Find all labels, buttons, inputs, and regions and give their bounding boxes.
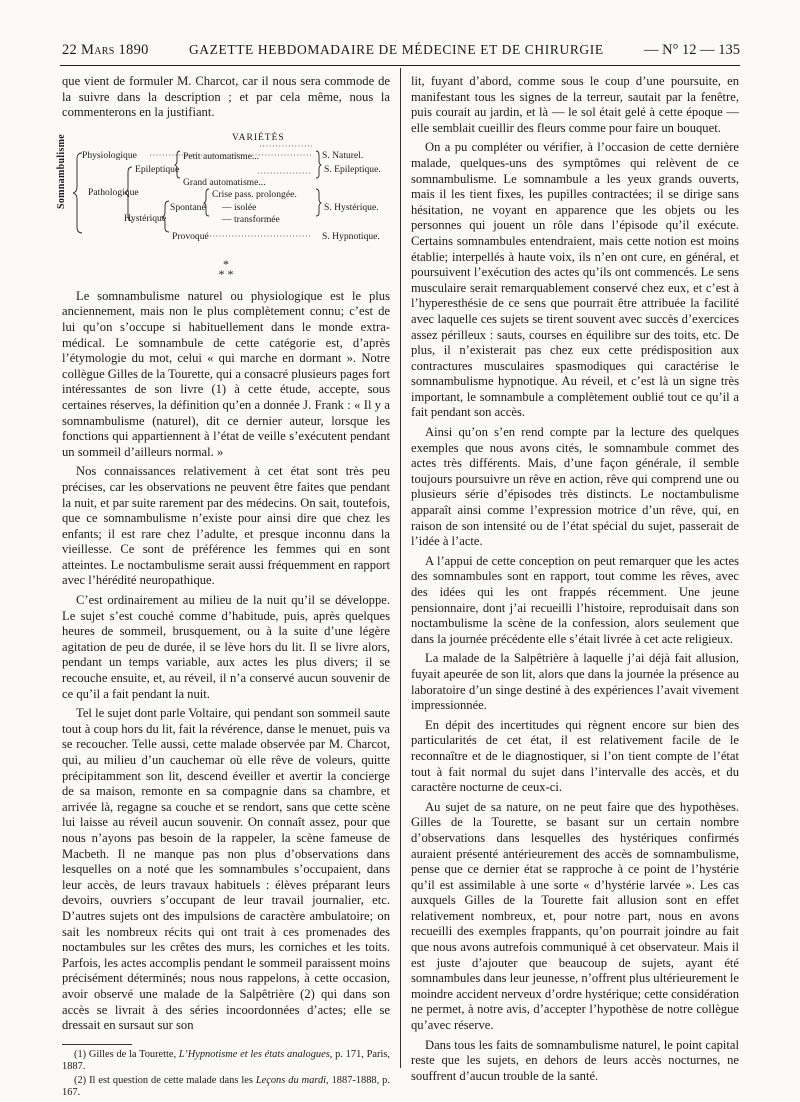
footnote-1-ref: , p. 171, Paris, 1887. [62, 1048, 390, 1072]
issue-date: 22 Mars 1890 [62, 42, 149, 58]
isolee-label: — isolée [222, 201, 257, 213]
asterism-bottom: * * [218, 266, 234, 281]
paragraph: Tel le sujet dont parle Voltaire, qui pendant son sommeil saute tout à coup hors du lit, fait la révérence, danse le menuet, puis va se recoucher. Telle aussi, cette malade observée par M. Charcot, qui, au milieu d’un cauchemar où elle rêve de voleurs, quitte précipitamment son lit, descend éveiller et avertir la concierge de sa maison, remonte en sa compagnie dans sa chambre, et arrivée là, regagne sa couche et se rendort, sans que cette scène lui laisse au réveil aucun souvenir. On connaît assez, pour que nous n’ayons pas besoin de la rappeler, la scène fameuse de Macbeth. Il ne manque pas non plus d’observations dans lesquelles on a noté que les somnambules s’occupaient, dans leur accès, de leurs travaux habituels : élèves préparant leurs devoirs, ouvriers s’occupant de leur travail journalier, etc. D’autres sujets ont des impulsions de caractère ambulatoire; on sait les nombreux récits qui ont trait à ces promenades des noctambules sur les crêtes des murs, les corniches et les toits. Parfois, les actes accomplis pendant le sommeil paraissent moins précisément déterminés; nous nous rappelons, à cette occasion, avoir observé une malade de la Salpêtrière (2) qui dans son accès se livrait à des séries incoordonnées d’actes; elle se dressait en sursaut sur son [62, 706, 390, 1033]
journal-title: GAZETTE HEBDOMADAIRE DE MÉDECINE ET DE CHIRURGIE [188, 42, 604, 57]
somnambulisme-axis-label: Somnambulisme [56, 133, 67, 209]
spontane-label: Spontané [170, 201, 206, 213]
grand-automatisme-label: Grand automatisme... [183, 176, 266, 188]
varietes-table [56, 132, 390, 251]
asterism [62, 256, 390, 281]
intro-paragraph: que vient de formuler M. Charcot, car il nous sera commode de la suivre dans la description ; et par cela même, nous la commenterons en la justifiant. [62, 74, 390, 120]
asterism-top: * [223, 256, 229, 271]
s-epileptique-label: S. Epileptique. [324, 163, 381, 175]
paragraph: Le somnambulisme naturel ou physiologique est le plus anciennement, mais non le plus complètement connu; c’est de lui qu’on s’occupe si habituellement dans le monde extra-médical. Le somnambule de cette catégorie est, d’après l’étymologie du mot, celui « qui marche en dormant ». Notre collègue Gilles de la Tourette, qui a consacré plusieurs pages fort intéressantes de son livre (1) à cette étude, accepte, sous certaines réserves, la définition qu’en a donnée J. Frank : « Il y a somnambulisme (naturel), dit ce dernier auteur, lorsque les fonctions qui appartiennent à l’état de veille s’exécutent pendant un sommeil d’ailleurs normal. » [62, 288, 390, 459]
s-naturel-label: S. Naturel. [322, 149, 364, 161]
physiologique-label: Physiologique [82, 149, 137, 161]
paragraph: Au sujet de sa nature, on ne peut faire que des hypothèses. Gilles de la Tourette, se basant sur un certain nombre d’observations dans lesquelles des hystériques confirmés auraient présenté antérieurement des accès de somnambulisme, pense que ce dernier état se rapproche à ce point de l’hystérie qu’il est assimilable à une sorte « d’hystérie larvée ». Les cas auxquels Gilles de la Tourette fait allusion sont en effet relativement nombreux, et, pour notre part, nous en avons recueilli des exemples frappants, qu’on pourrait joindre au fait que nous avons autrefois communiqué à cet observateur. Mais il est juste d’ajouter que beaucoup de sujets, ayant été somnambules dans leur jeunesse, n’offrent plus ultérieurement le moindre accident nerveux d’ordre hystérique; cette considération ne permet, à notre avis, d’accepter l’hypothèse de notre collègue qu’avec réserve. [411, 799, 740, 1033]
s-hypnotique-label: S. Hypnotique. [322, 230, 380, 242]
pathologique-label: Pathologique [88, 186, 139, 198]
transformee-label: — transformée [222, 213, 280, 225]
column-divider [400, 68, 401, 1068]
footnote-1-text: (1) Gilles de la Tourette, [74, 1048, 179, 1060]
footnotes [62, 1049, 390, 1100]
footnote-2-text: (2) Il est question de cette malade dans les [74, 1075, 256, 1087]
paragraph: On a pu compléter ou vérifier, à l’occasion de cette dernière malade, quelques-uns des symptômes qui relèvent de ce somnambulisme. Le somnambule a les yeux grands ouverts, mais il les tient fixes, les pupilles contractées; il se dirige sans hésitation, ne voyant en apparence que les objets ou les personnes qui jouent un rôle dans l’épisode qu’il exécute. Certains somnambules entendraient, mais cette notion est moins établie; interpellés à haute voix, ils n’en ont cure, en général, et poursuivent l’exécution des actes qu’ils ont commencés. Le sens musculaire serait remarquablement conservé chez eux, et c’est à l’hyperesthésie de ce sens que pourrait être attribuée la facilité avec laquelle ces sujets se tirent souvent avec succès d’exercices assez périlleux : sauts, courses en équilibre sur des toits, etc. De plus, il n’existerait pas chez eux cette prédisposition aux contractures musculaires spasmodiques qui caractérise le somnambulisme hypnotique. Au réveil, et c’est là un signe très important, le somnambule a complètement oublié tout ce qu’il a fait pendant son accès. [411, 140, 739, 420]
left-column [56, 74, 390, 1102]
footnote-2-ref: , 1887-1888, p. 167. [62, 1075, 390, 1099]
footnote-2-title: Leçons du mardi [255, 1075, 327, 1087]
hysterique-label: Hystérique [124, 212, 167, 224]
footnote-1-title: L’Hypnotisme et les états analogues [178, 1048, 330, 1060]
paragraph: En dépit des incertitudes qui règnent encore sur bien des particularités de cet état, il est relativement facile de le reconnaître et de le diagnostiquer, si l’on tient compte de l’état tout à fait normal du sujet dans l’intervalle des accès, et du caractère nocturne de ceux-ci. [411, 717, 739, 795]
petit-automatisme-label: Petit automatisme... [183, 150, 260, 162]
provoque-label: Provoqué [172, 230, 209, 242]
issue-number: — N° 12 — 135 [643, 42, 740, 58]
varietes-title: VARIÉTÉS [232, 132, 285, 143]
footnote-1 [62, 1049, 390, 1073]
paragraph: La malade de la Salpêtrière à laquelle j’ai déjà fait allusion, fuyait apeurée de son lit, alors que dans la journée la présence au laboratoire d’un singe destiné à des expériences l’avait vivement impressionnée. [411, 651, 739, 713]
page-header [62, 42, 740, 64]
epileptique-label: Epileptique [135, 163, 180, 175]
paragraph: A l’appui de cette conception on peut remarquer que les actes des somnambules sont en rapport, tout comme les rêves, avec des idées qui les ont frappés récemment. Une jeune pensionnaire, dont j’ai recueilli l’histoire, reproduisait dans son noctambulisme la scène de la confession, alors seulement que dans la journée précédente elle s’était livrée à cet acte religieux. [411, 553, 739, 646]
header-rule [60, 65, 740, 66]
paragraph: Nos connaissances relativement à cet état sont très peu précises, car les observations ne peuvent être faites que pendant la nuit, et par suite rarement par des médecins. On sait, toutefois, que ce somnambulisme n’existe pour ainsi dire que chez les enfants; il est rare chez l’adulte, et presque inconnu dans la vieillesse. Ce sont de préférence les femmes qui en sont atteintes. Le noctambulisme serait aussi fréquemment en rapport avec l’hérédité neuropathique. [62, 464, 390, 588]
paragraph: lit, fuyant d’abord, comme sous le coup d’une poursuite, en manifestant tous les signes de la terreur, sautait par la fenêtre, puis courait au jardin, et là — le sol était gelé à cette époque — elle semblait cueillir des fleurs comme pour faire un bouquet. [411, 74, 739, 135]
right-column [411, 74, 739, 1088]
footnote-2 [62, 1075, 390, 1099]
paragraph: C’est ordinairement au milieu de la nuit qu’il se développe. Le sujet s’est couché comme d’habitude, puis, après quelques heures de sommeil, brusquement, ou à la suite d’une légère agitation de peu de durée, il se lève hors du lit. Il se livre alors, pendant un temps variable, aux actes les plus divers; il se recouche ensuite, et, au réveil, il n’a conservé aucun souvenir de ce qu’il a fait pendant la nuit. [62, 593, 390, 701]
footnote-rule [62, 1044, 132, 1045]
s-hysterique-label: S. Hystérique. [324, 201, 379, 213]
paragraph: Dans tous les faits de somnambulisme naturel, le point capital reste que les sujets, en dehors de leurs accès nocturnes, ne souffrent d’aucun trouble de la santé. [411, 1037, 739, 1083]
crise-label: Crise pass. prolongée. [212, 188, 297, 200]
paragraph: Ainsi qu’on s’en rend compte par la lecture des quelques exemples que nous avons cités, le somnambule commet des actes très différents. Mais, d’une façon générale, il semble toujours poursuivre un rêve en action, rêve qui comprend une ou plusieurs série d’épisodes très distincts. Le noctambulisme apparaît ainsi comme l’expression motrice d’un rêve, qui, en raison de son intensité ou de l’état spécial du sujet, passerait de l’idée à l’acte. [411, 425, 739, 549]
